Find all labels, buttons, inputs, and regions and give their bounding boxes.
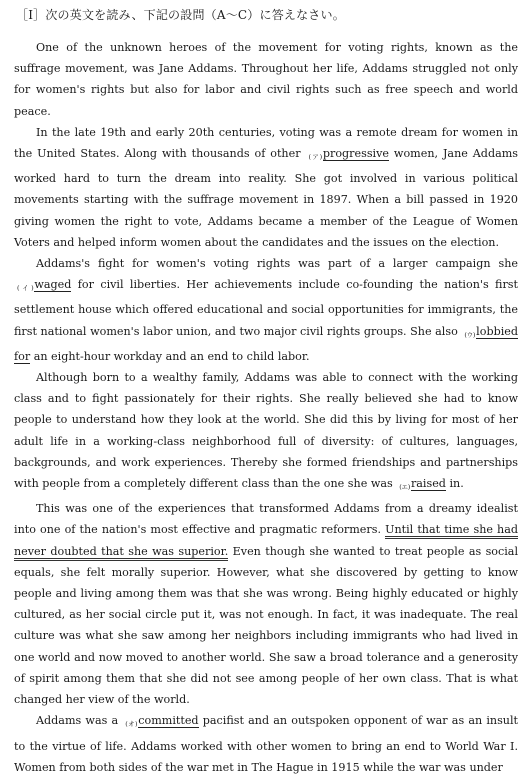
underline-label: (エ) <box>399 483 410 492</box>
passage-text: Addams's fight for women's voting rights was part of a larger campaign she <box>36 257 518 271</box>
underlined-term: progressive <box>322 147 389 161</box>
underlined-term: lobbied for <box>14 324 518 363</box>
underline-label: (イ) <box>17 284 34 293</box>
paragraph <box>14 498 518 710</box>
underline-label: (ア) <box>308 153 322 162</box>
passage-text: Although born to a wealthy family, Addams was able to connect with the working class and to fight passionately for their rights. She really believed she had to know people to understand how they look at the world. She did this by living for most of her adult life in a working-class neighborhood full of diversity: of cultures, languages, backgrounds, and work experiences. Thereby she formed friendships and partnerships with people from a completely different class than the one she was <box>14 371 518 491</box>
underlined-term: waged <box>34 278 72 292</box>
passage-text: pacifist and an outspoken opponent of war as an insult to the virtue of life. Addams worked with other women to bring an end to World War I. Women from both sides of the war met in The Hague in 1915 while the war was under <box>14 714 519 774</box>
paragraph <box>14 710 518 778</box>
passage-text: In the late 19th and early 20th centuries, voting was a remote dream for women in the United States. Along with thousands of other <box>14 125 518 161</box>
paragraph <box>14 367 518 498</box>
passage-body <box>14 37 518 778</box>
double-underlined-sentence: Until that time she had never doubted that she was superior. <box>14 523 518 560</box>
underlined-term: raised <box>410 477 446 491</box>
passage-text: in. <box>445 477 464 491</box>
underline-label: (オ) <box>125 720 138 729</box>
question-header: ［Ⅰ］次の英文を読み、下記の設問（A～C）に答えなさい。 <box>16 8 345 22</box>
passage-text: This was one of the experiences that transformed Addams from a dreamy idealist into one of the nation's most effective and pragmatic reformers. <box>14 502 518 537</box>
passage-text: women, Jane Addams worked hard to turn the dream into reality. She got involved in various political movements starting with the suffrage movement in 1897. When a bill passed in 1920 giving women the right to vote, Addams became a member of the League of Women Voters and helped inform women about the candidates and the issues on the election. <box>14 147 518 249</box>
paragraph <box>14 122 518 253</box>
underline-label: (ウ) <box>464 330 476 339</box>
paragraph <box>14 253 518 367</box>
underlined-term: committed <box>138 714 199 728</box>
passage-text: for civil liberties. Her achievements include co-founding the nation's first settlement house which offered educational and social opportunities for immigrants, the first national women's labor union, and two major civil rights groups. She also <box>14 278 518 338</box>
passage-text: an eight-hour workday and an end to child labor. <box>30 349 310 363</box>
passage-text: Even though she wanted to treat people as social equals, she felt morally superior. However, what she discovered by getting to know people and living among them was that she was wrong. Being highly educated or highly cultured, as her social circle put it, was not enough. In fact, it was inadequate. The real culture was what she saw among her neighbors including immigrants who had lived in one world and now moved to another world. She saw a broad tolerance and a generosity of spirit among them that she did not see among people of her own class. That is what changed her view of the world. <box>14 544 519 707</box>
paragraph <box>14 37 518 122</box>
passage-text: One of the unknown heroes of the movement for voting rights, known as the suffrage movement, was Jane Addams. Throughout her life, Addams struggled not only for women's rights but also for labor and civil rights such as free speech and world peace. <box>14 41 518 118</box>
passage-text: Addams was a <box>36 714 123 728</box>
